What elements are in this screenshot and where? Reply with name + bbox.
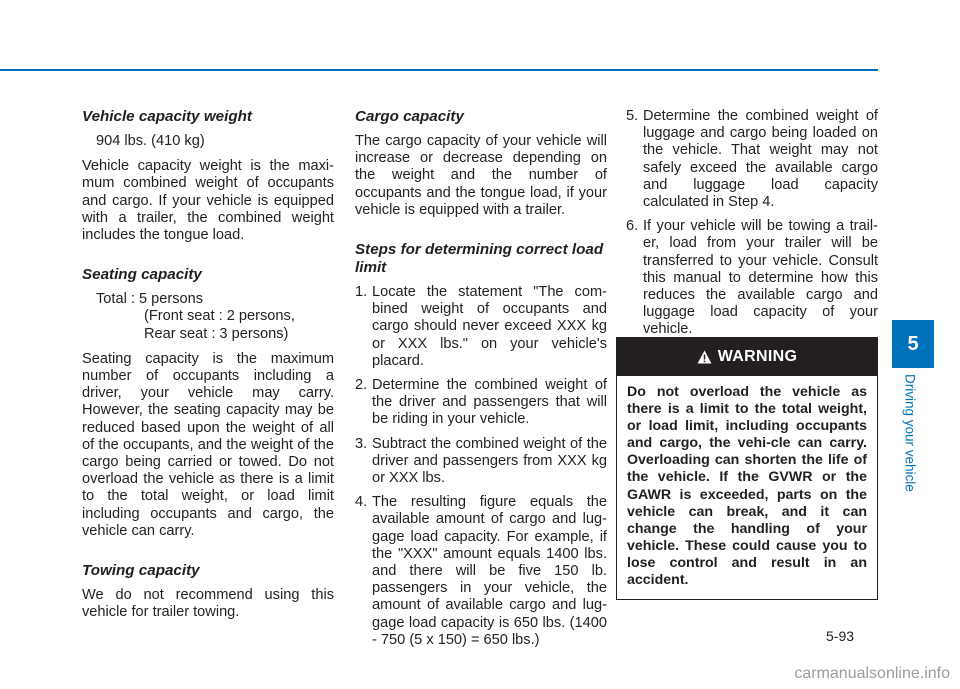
- warning-triangle-icon: [697, 350, 712, 364]
- list-item: [355, 284, 607, 370]
- warning-box: [616, 337, 878, 600]
- step-number: 5.: [626, 108, 639, 124]
- towing-description: We do not recommend using this vehicle for trailer towing.: [82, 587, 334, 621]
- step-number: 2.: [355, 377, 368, 394]
- step-text: If your vehicle will be towing a trail-er, load from your trailer will be transferred to your vehicle. Consult this manual to determine how this reduces the available cargo and luggage load capacity of your vehicle.: [643, 218, 878, 338]
- seating-description: Seating capacity is the maximum number of occupants including a driver, your vehicle may carry. However, the seating capacity may be reduced based upon the weight of all of the occupants, and the weight of the cargo being carried or towed. Do not overload the vehicle as there is a limit to the total weight, or load limit including occupants and cargo, the vehicle can carry.: [82, 350, 334, 539]
- list-item: [626, 108, 878, 211]
- list-item: [355, 436, 607, 488]
- column-3: [626, 108, 878, 346]
- weight-description: Vehicle capacity weight is the maxi-mum combined weight of occupants and cargo. If your vehicle is equipped with a trailer, the combined weight includes the tongue load.: [82, 158, 334, 244]
- column-1: [82, 108, 334, 621]
- cargo-description: The cargo capacity of your vehicle will increase or decrease depending on the weight and the number of occupants and the tongue load, if your vehicle is equipped with a trailer.: [355, 133, 607, 218]
- weight-value: 904 lbs. (410 kg): [96, 133, 205, 149]
- heading-seating-capacity: Seating capacity: [82, 266, 202, 284]
- heading-cargo-capacity: Cargo capacity: [355, 108, 464, 125]
- chapter-title: Driving your vehicle: [902, 374, 918, 492]
- list-item: [355, 377, 607, 429]
- step-number: 6.: [626, 218, 639, 235]
- top-rule: [0, 69, 878, 71]
- seat-rear: Rear seat : 3 persons): [144, 325, 289, 342]
- steps-list-1: [355, 284, 607, 649]
- list-item: [626, 218, 878, 338]
- page-number: 5-93: [826, 628, 855, 644]
- column-2: [355, 108, 607, 656]
- heading-steps: Steps for determining correct load limit: [355, 241, 604, 277]
- steps-list-2: [626, 108, 878, 339]
- chapter-tab: 5: [892, 320, 934, 368]
- warning-title: WARNING: [717, 348, 798, 365]
- list-item: [355, 494, 607, 649]
- step-text: Determine the combined weight of luggage and cargo being loaded on the vehicle. That weight may not safely exceed the available cargo and luggage load capacity calculated in Step 4.: [643, 108, 878, 211]
- seat-front: (Front seat : 2 persons,: [144, 308, 295, 325]
- watermark: carmanualsonline.info: [794, 665, 950, 682]
- heading-towing-capacity: Towing capacity: [82, 562, 200, 580]
- step-text: Locate the statement "The com-bined weight of occupants and cargo should never exceed XXX kg or XXX lbs." on your vehicle's placard.: [372, 284, 607, 369]
- step-text: Determine the combined weight of the driver and passengers that will be riding in your vehicle.: [372, 377, 607, 428]
- warning-text: Do not overload the vehicle as there is a limit to the total weight, or load limit, including occupants and cargo, the vehi-cle can carry. Overloading can shorten the life of the vehicle. If the GVWR or the GAWR is exceeded, parts on the vehicle can break, and it can change the handling of your vehicle. These could cause you to lose control and result in an accident.: [627, 384, 867, 589]
- step-number: 3.: [355, 435, 368, 452]
- chapter-title-vertical: [897, 374, 923, 504]
- step-number: 4.: [355, 494, 368, 511]
- heading-vehicle-capacity-weight: Vehicle capacity weight: [82, 108, 252, 125]
- step-text: The resulting figure equals the available amount of cargo and lug-gage load capacity. For example, if the "XXX" amount equals 1400 lbs. and there will be five 150 lb. passengers in your vehicle, the amount of available cargo and lug-gage load capacity is 650 lbs. (1400 - 750 (5 x 150) = 650 lbs.): [372, 494, 607, 648]
- warning-header: [617, 338, 877, 376]
- step-number: 1.: [355, 284, 368, 301]
- step-text: Subtract the combined weight of the driver and passengers from XXX kg or XXX lbs.: [372, 435, 607, 487]
- seat-total: Total : 5 persons: [96, 291, 204, 308]
